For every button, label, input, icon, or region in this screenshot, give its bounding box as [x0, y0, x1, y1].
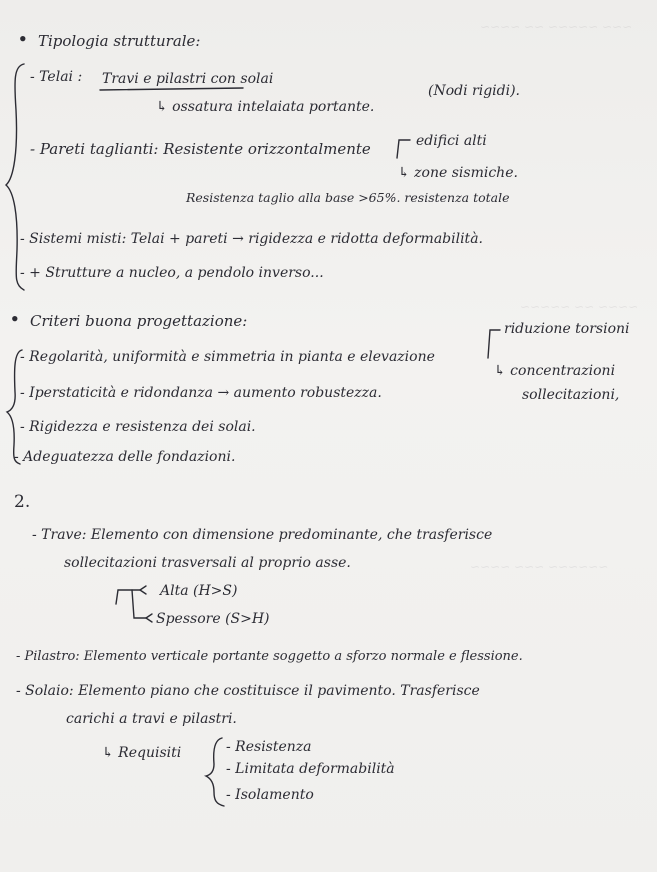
zone-sismiche: ↳ zone sismiche.	[398, 165, 518, 181]
trave-spessore: Spessore (S>H)	[156, 611, 270, 627]
requisito-isolamento: - Isolamento	[226, 787, 314, 803]
solaio-definition: - Solaio: Elemento piano che costituisce il pavimento. Trasferisce	[16, 683, 480, 699]
requisito-deformabilita: - Limitata deformabilità	[226, 761, 395, 777]
solaio-definition-cont: carichi a travi e pilastri.	[66, 711, 237, 727]
arrowhead-alta	[140, 586, 146, 594]
arrowhead-spessore	[146, 614, 152, 622]
resistenza-taglio: Resistenza taglio alla base >65%. resistenza totale	[186, 190, 510, 205]
sistemi-misti: - Sistemi misti: Telai + pareti → rigidezza e ridotta deformabilità.	[20, 231, 483, 247]
show-through-text: ~~~~ ~~ ~~~~~	[520, 300, 639, 314]
strutture-nucleo: - + Strutture a nucleo, a pendolo inverso...	[20, 265, 324, 281]
telai-sub: ↳ ossatura intelaiata portante.	[156, 99, 375, 115]
arrow-edifici	[397, 140, 410, 158]
trave-definition: - Trave: Elemento con dimensione predominante, che trasferisce	[32, 527, 493, 543]
branch-spessore	[132, 590, 146, 618]
arrow-riduzione	[488, 330, 500, 358]
branch-alta	[116, 590, 140, 604]
rigidezza-solai: - Rigidezza e resistenza dei solai.	[20, 419, 256, 435]
bullet: •	[18, 30, 28, 48]
requisito-resistenza: - Resistenza	[226, 739, 312, 755]
section-heading-criteri: Criteri buona progettazione:	[30, 312, 248, 330]
nodi-rigidi: (Nodi rigidi).	[428, 83, 520, 99]
requisiti-label: ↳ Requisiti	[102, 745, 182, 761]
trave-definition-cont: sollecitazioni trasversali al proprio asse.	[64, 555, 351, 571]
telai-label: - Telai :	[30, 69, 83, 85]
show-through-text: ~~~ ~~~~~ ~~ ~~~~	[480, 20, 633, 34]
underline-travi-pilastri	[100, 88, 243, 90]
telai-text: Travi e pilastri con solai	[102, 71, 274, 87]
iperstaticita: - Iperstaticità e ridondanza → aumento robustezza.	[20, 385, 382, 401]
curly-brace-2	[7, 350, 22, 464]
edifici-alti: edifici alti	[416, 133, 487, 149]
trave-alta: Alta (H>S)	[160, 583, 238, 599]
pilastro-definition: - Pilastro: Elemento verticale portante soggetto a sforzo normale e flessione.	[16, 649, 523, 664]
show-through-text: ~~~~~~ ~~~ ~~~~	[470, 560, 609, 574]
curly-brace-requisiti	[206, 738, 224, 806]
regolarita: - Regolarità, uniformità e simmetria in pianta e elevazione	[20, 349, 435, 365]
curly-brace-1	[6, 64, 24, 290]
section-number: 2.	[14, 492, 31, 512]
concentrazioni: ↳ concentrazioni	[494, 363, 616, 379]
pareti-taglianti: - Pareti taglianti: Resistente orizzontalmente	[30, 140, 371, 158]
riduzione-torsioni: riduzione torsioni	[504, 321, 630, 337]
section-heading-tipologia: Tipologia strutturale:	[38, 32, 201, 50]
sollecitazioni: sollecitazioni,	[522, 387, 620, 403]
bullet: •	[10, 310, 20, 328]
adeguatezza-fondazioni: - Adeguatezza delle fondazioni.	[14, 449, 236, 465]
